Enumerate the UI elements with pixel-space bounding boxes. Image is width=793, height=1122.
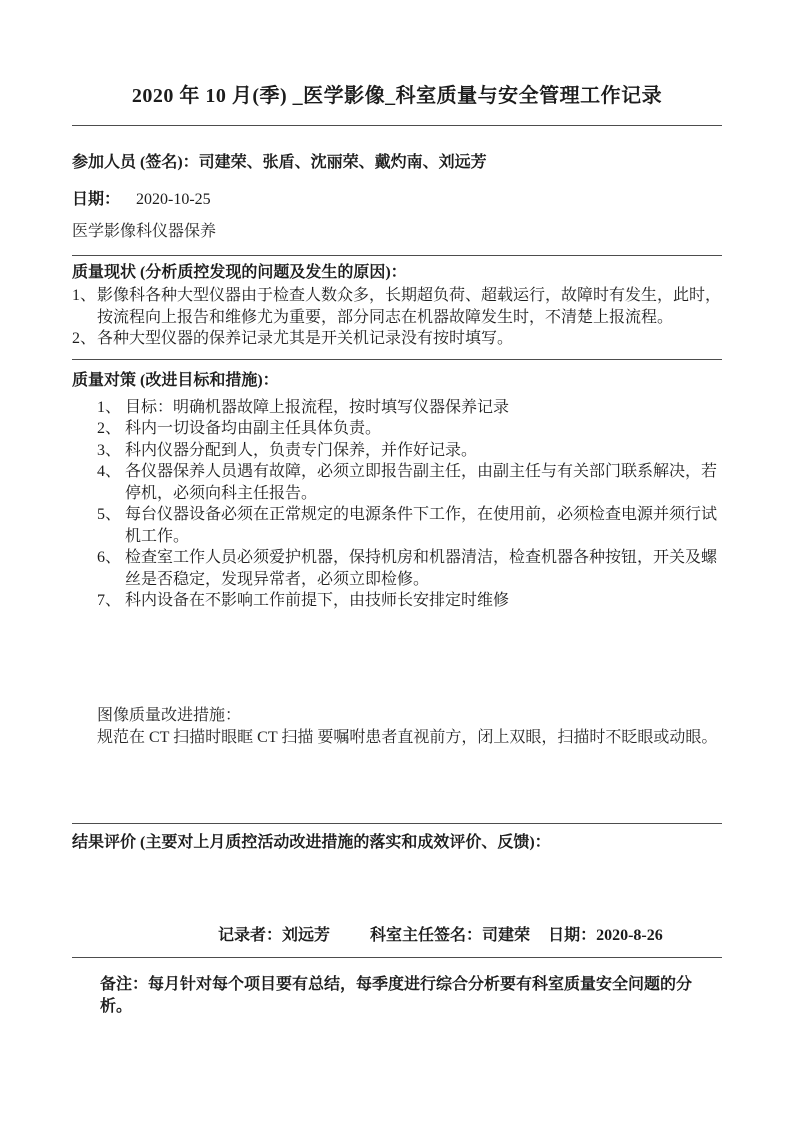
quality-measures-list <box>72 397 722 612</box>
image-quality-section <box>72 705 722 749</box>
list-item-number: 2、 <box>72 330 97 347</box>
list-item <box>97 504 722 547</box>
director-signature-label: 科室主任签名： <box>370 926 483 944</box>
list-item-number: 3、 <box>97 441 122 459</box>
list-item-text: 检查室工作人员必须爱护机器，保持机房和机器清洁，检查机器各种按钮，开关及螺丝是否稳定，发现异常者，必须立即检修。 <box>125 549 718 588</box>
divider-above-quality-measures <box>72 359 722 360</box>
list-item <box>97 590 722 612</box>
list-item-text: 各种大型仪器的保养记录尤其是开关机记录没有按时填写。 <box>97 330 514 347</box>
list-item-text: 科内设备在不影响工作前提下，由技师长安排定时维修 <box>125 592 510 609</box>
list-item-number: 1、 <box>97 398 122 416</box>
list-item <box>97 397 722 419</box>
date-label: 日期： <box>72 191 121 208</box>
signature-date-label: 日期： <box>548 926 597 944</box>
list-item-number: 1、 <box>72 287 97 304</box>
quality-measures-section <box>72 371 722 612</box>
list-item-number: 5、 <box>97 506 122 523</box>
recorder-name: 刘远芳 <box>282 926 331 944</box>
participants-line <box>72 153 722 173</box>
list-item-text: 各仪器保养人员遇有故障，必须立即报告副主任，由副主任与有关部门联系解决，若停机，必须向科主任报告。 <box>125 463 718 502</box>
recorder-label: 记录者： <box>218 926 283 944</box>
list-item-text: 每台仪器设备必须在正常规定的电源条件下工作，在使用前，必须检查电源并须行试机工作。 <box>125 506 718 545</box>
list-item <box>72 285 722 328</box>
signature-line <box>72 925 722 947</box>
image-quality-heading: 图像质量改进措施： <box>97 706 242 724</box>
note-line: 备注：每月针对每个项目要有总结，每季度进行综合分析要有科室质量安全问题的分析。 <box>100 975 693 1015</box>
list-item-number: 6、 <box>97 549 122 566</box>
divider-under-title <box>72 125 722 126</box>
result-evaluation-heading: 结果评价 (主要对上月质控活动改进措施的落实和成效评价、反馈)： <box>72 833 551 851</box>
list-item-text: 影像科各种大型仪器由于检查人数众多，长期超负荷、超载运行，故障时有发生，此时，按流程向上报告和维修尤为重要，部分同志在机器故障发生时，不清楚上报流程。 <box>97 287 722 326</box>
quality-status-heading: 质量现状 (分析质控发现的问题及发生的原因)： <box>72 264 407 281</box>
list-item-text: 科内一切设备均由副主任具体负责。 <box>125 420 382 437</box>
quality-status-list <box>72 285 722 350</box>
quality-status-section <box>72 263 722 350</box>
divider-above-note <box>72 957 722 958</box>
list-item <box>97 547 722 590</box>
list-item-number: 4、 <box>97 463 122 480</box>
signature-date-value: 2020-8-26 <box>596 926 663 944</box>
list-item <box>97 440 722 462</box>
divider-above-quality-status <box>72 255 722 256</box>
list-item-text: 科内仪器分配到人，负责专门保养，并作好记录。 <box>125 441 478 459</box>
participants-names: 司建荣、张盾、沈丽荣、戴灼南、刘远芳 <box>198 154 487 171</box>
page-title: 2020 年 10 月(季) _医学影像_科室质量与安全管理工作记录 <box>131 85 663 107</box>
quality-measures-heading: 质量对策 (改进目标和措施)： <box>72 371 279 389</box>
list-item-number: 2、 <box>97 420 122 437</box>
divider-above-result-evaluation <box>72 823 722 824</box>
date-line <box>72 190 722 210</box>
director-name: 司建荣 <box>482 926 531 944</box>
list-item-text: 目标：明确机器故障上报流程，按时填写仪器保养记录 <box>125 398 510 416</box>
image-quality-text: 规范在 CT 扫描时眼眶 CT 扫描 要嘱咐患者直视前方，闭上双眼，扫描时不眨眼或动眼。 <box>97 728 718 746</box>
list-item-number: 7、 <box>97 592 122 609</box>
participants-label: 参加人员 (签名)： <box>72 154 199 171</box>
list-item <box>72 328 722 350</box>
list-item <box>97 461 722 504</box>
subject-line: 医学影像科仪器保养 <box>72 223 217 240</box>
list-item <box>97 418 722 440</box>
date-value: 2020-10-25 <box>136 191 211 208</box>
